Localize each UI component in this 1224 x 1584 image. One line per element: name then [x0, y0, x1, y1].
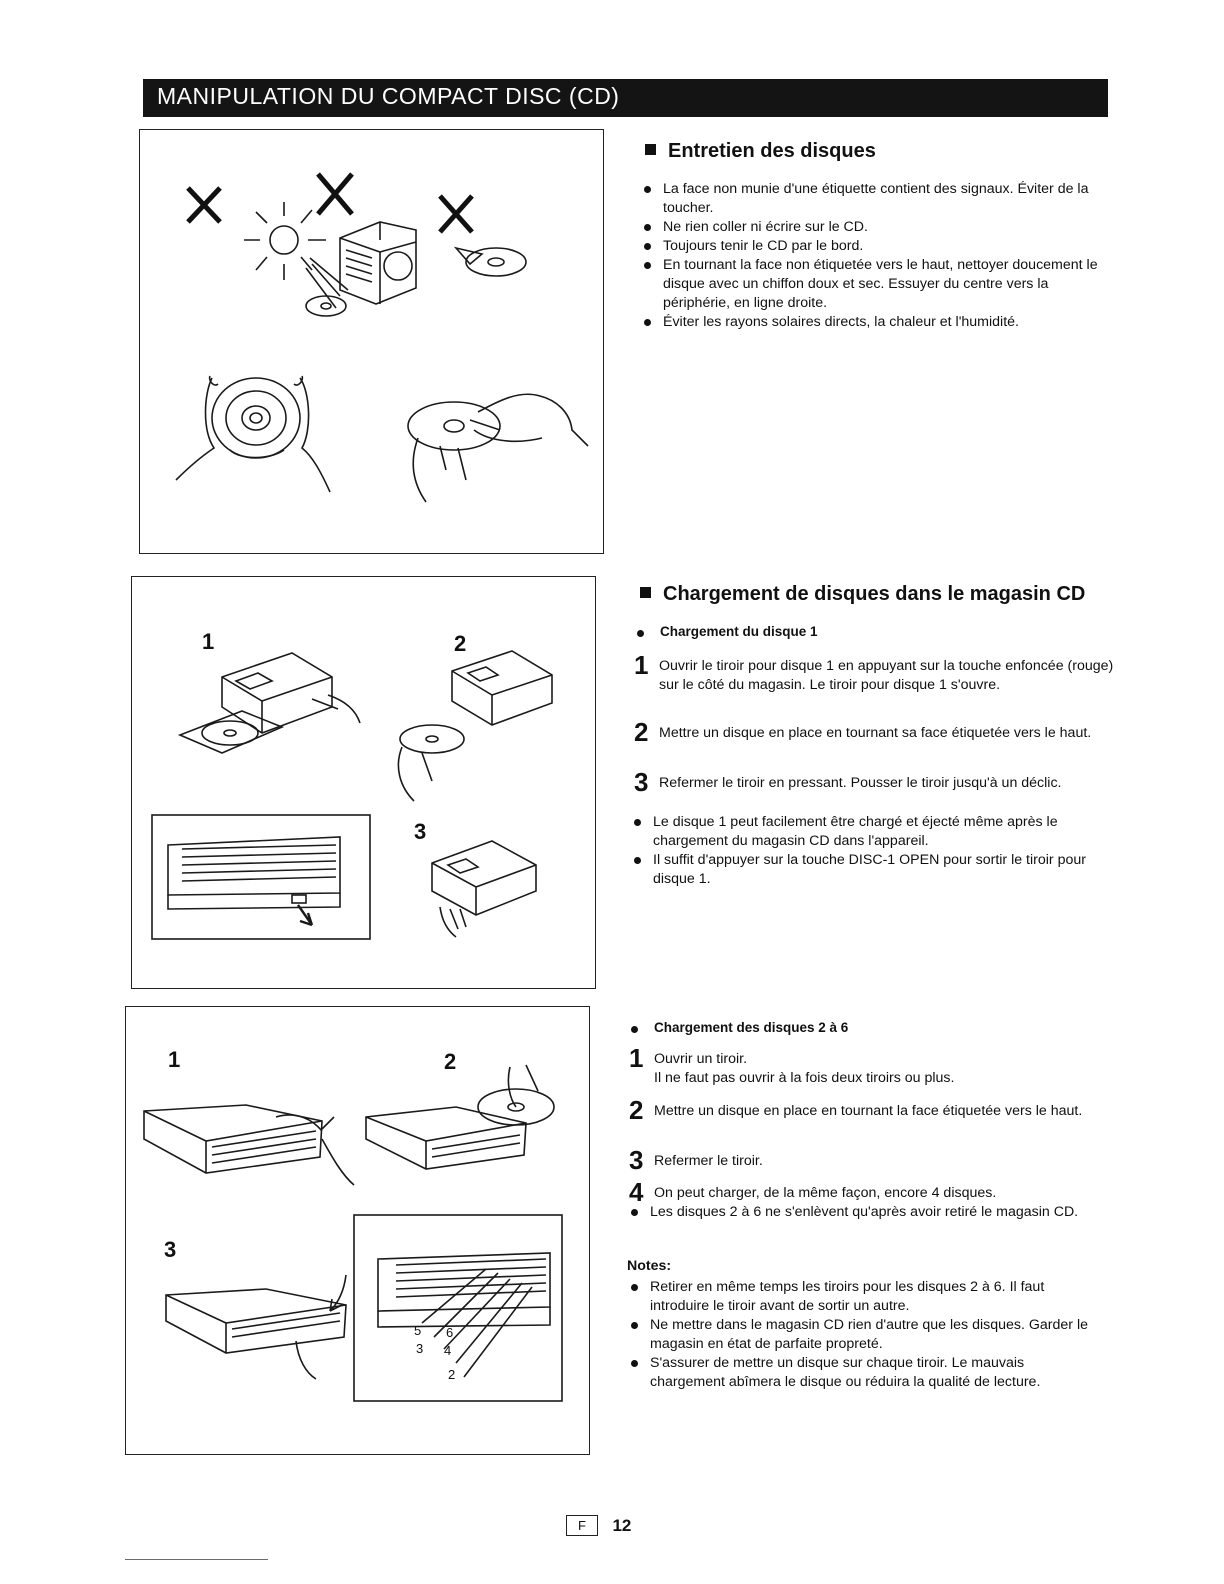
step-number-label: 2	[454, 631, 467, 656]
step-extra-text: Il ne faut pas ouvrir à la fois deux tiroirs ou plus.	[654, 1070, 955, 1086]
list-item: Ne rien coller ni écrire sur le CD.	[640, 218, 1110, 237]
tray-number-label: 6	[446, 1325, 454, 1340]
step-text: Mettre un disque en place en tournant la face étiquetée vers le haut.	[654, 1103, 1083, 1119]
step-item	[629, 1095, 1124, 1125]
discs-2-6-notes-list	[627, 1203, 1099, 1222]
page-footer	[566, 1515, 631, 1536]
step-item	[629, 1145, 1124, 1175]
step-text: Refermer le tiroir.	[654, 1153, 763, 1169]
notes-list	[627, 1278, 1101, 1392]
subheading-discs-2-6: Chargement des disques 2 à 6	[627, 1020, 848, 1035]
square-bullet-icon	[640, 587, 651, 598]
step-item	[629, 1177, 1124, 1207]
step-number: 4	[629, 1177, 644, 1207]
list-item: Ne mettre dans le magasin CD rien d'autre que les disques. Garder le magasin en état de parfaite propreté.	[627, 1316, 1101, 1354]
page-title: MANIPULATION DU COMPACT DISC (CD)	[157, 83, 620, 109]
cd-magazine-icon	[144, 1105, 354, 1185]
cd-magazine-icon	[366, 1065, 554, 1169]
figure-disc-care	[139, 129, 604, 554]
list-item: Les disques 2 à 6 ne s'enlèvent qu'après avoir retiré le magasin CD.	[627, 1203, 1099, 1222]
notes-heading: Notes:	[627, 1258, 672, 1274]
magazine-front-view-icon	[152, 815, 370, 939]
step-number: 1	[634, 650, 649, 680]
figure-load-disc-1	[131, 576, 596, 989]
cd-magazine-icon	[180, 653, 360, 753]
heater-icon	[340, 222, 416, 304]
hands-holding-disc-icon	[176, 376, 330, 492]
section-header-banner	[143, 79, 1108, 117]
list-item: Retirer en même temps les tiroirs pour les disques 2 à 6. Il faut introduire le tiroir avant de sortir un autre.	[627, 1278, 1101, 1316]
list-item: En tournant la face non étiquetée vers le haut, nettoyer doucement le disque avec un chiffon doux et sec. Essuyer du centre vers la périphérie, en ligne droite.	[640, 256, 1110, 313]
subheading-disc-1: Chargement du disque 1	[633, 624, 818, 639]
step-number: 1	[629, 1043, 644, 1073]
step-item	[634, 717, 1127, 747]
disc-care-list	[640, 180, 1110, 332]
cleaning-disc-icon	[408, 394, 588, 502]
square-bullet-icon	[645, 144, 656, 155]
step-number: 2	[634, 717, 649, 747]
step-text: Ouvrir le tiroir pour disque 1 en appuyant sur la touche enfoncée (rouge) sur le côté du magasin. Le tiroir pour disque 1 s'ouvre.	[659, 658, 1114, 693]
footer-rule	[125, 1559, 268, 1560]
step-text: Refermer le tiroir en pressant. Pousser le tiroir jusqu'à un déclic.	[659, 775, 1062, 791]
tray-number-label: 4	[444, 1343, 452, 1358]
section-title-disc-care: Entretien des disques	[645, 140, 876, 163]
tray-number-label: 3	[416, 1341, 424, 1356]
tray-number-label: 5	[414, 1323, 422, 1338]
list-item: S'assurer de mettre un disque sur chaque tiroir. Le mauvais chargement abîmera le disque ou réduira la qualité de lecture.	[627, 1354, 1101, 1392]
step-item	[629, 1043, 1124, 1088]
cd-magazine-icon	[432, 841, 536, 937]
list-item: Il suffit d'appuyer sur la touche DISC-1 OPEN pour sortir le tiroir pour disque 1.	[630, 851, 1102, 889]
sun-icon	[244, 202, 348, 308]
list-item: Éviter les rayons solaires directs, la chaleur et l'humidité.	[640, 313, 1110, 332]
step-number-label: 1	[168, 1047, 181, 1072]
figure-load-discs-2-6	[125, 1006, 590, 1455]
step-number: 3	[634, 767, 649, 797]
step-number: 2	[629, 1095, 644, 1125]
step-number-label: 3	[414, 819, 427, 844]
step-number-label: 1	[202, 629, 215, 654]
step-text: Mettre un disque en place en tournant sa face étiquetée vers le haut.	[659, 725, 1092, 741]
list-item: Toujours tenir le CD par le bord.	[640, 237, 1110, 256]
step-number-label: 3	[164, 1237, 177, 1262]
cd-magazine-icon	[166, 1275, 346, 1379]
section-title-loading: Chargement de disques dans le magasin CD	[640, 583, 1085, 606]
disc-1-notes-list	[630, 813, 1102, 889]
magazine-side-view-icon	[354, 1215, 562, 1401]
list-item: La face non munie d'une étiquette contient des signaux. Éviter de la toucher.	[640, 180, 1110, 218]
step-item	[634, 767, 1127, 797]
step-text: On peut charger, de la même façon, encore 4 disques.	[654, 1185, 997, 1201]
step-number: 3	[629, 1145, 644, 1175]
prohibited-x-icon	[188, 174, 472, 232]
cd-magazine-icon	[398, 651, 552, 801]
tray-number-label: 2	[448, 1367, 456, 1382]
list-item: Le disque 1 peut facilement être chargé et éjecté même après le chargement du magasin CD dans l'appareil.	[630, 813, 1102, 851]
step-number-label: 2	[444, 1049, 457, 1074]
step-text: Ouvrir un tiroir.	[654, 1051, 748, 1067]
step-item	[634, 650, 1127, 695]
page-number: 12	[612, 1515, 632, 1535]
language-badge: F	[566, 1515, 598, 1536]
